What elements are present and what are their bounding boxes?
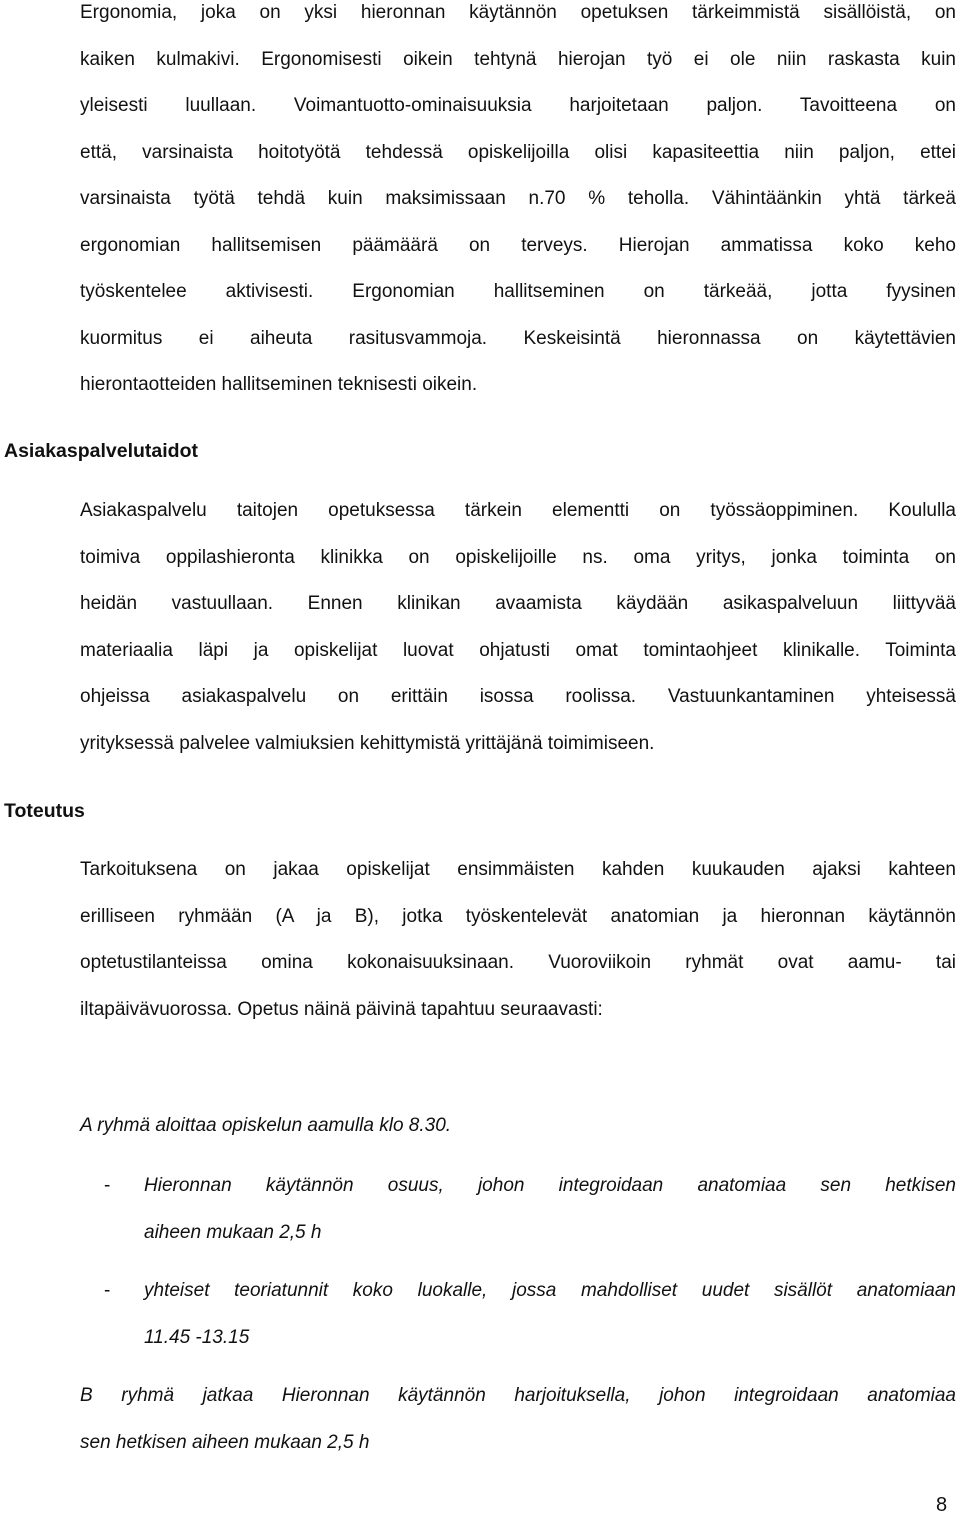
list-dash: - bbox=[104, 1280, 111, 1301]
paragraph-line: iltapäivävuorossa. Opetus näinä päivinä tapahtuu seuraavasti: bbox=[80, 998, 603, 1020]
list-item-text bbox=[144, 1163, 956, 1256]
paragraph-line: että, varsinaista hoitotyötä tehdessä opiskelijoilla olisi kapasiteettia niin paljon, ettei bbox=[80, 141, 956, 163]
list-dash: - bbox=[104, 1175, 111, 1196]
paragraph-line: Tarkoituksena on jakaa opiskelijat ensimmäisten kahden kuukauden ajaksi kahteen bbox=[80, 859, 956, 880]
paragraph-customer-service bbox=[80, 488, 956, 767]
paragraph-line: yleisesti luullaan. Voimantuotto-ominaisuuksia harjoitetaan paljon. Tavoitteena on bbox=[80, 95, 956, 116]
paragraph-line: Ergonomia, joka on yksi hieronnan käytännön opetuksen tärkeimmistä sisällöistä, on bbox=[80, 2, 956, 23]
paragraph-line: varsinaista työtä tehdä kuin maksimissaan n.70 % teholla. Vähintäänkin yhtä tärkeä bbox=[80, 188, 956, 209]
section-heading-implementation: Toteutus bbox=[4, 800, 85, 822]
paragraph-line: sen hetkisen aiheen mukaan 2,5 h bbox=[80, 1431, 370, 1453]
group-b-paragraph bbox=[80, 1373, 956, 1466]
paragraph-line: optetustilanteissa omina kokonaisuuksinaan. Vuoroviikoin ryhmät ovat aamu- tai bbox=[80, 952, 956, 973]
list-item-text bbox=[144, 1268, 956, 1361]
paragraph-line: ergonomian hallitsemisen päämäärä on terveys. Hierojan ammatissa koko keho bbox=[80, 234, 956, 256]
section-heading-customer-service: Asiakaspalvelutaidot bbox=[4, 440, 198, 462]
paragraph-line: materiaalia läpi ja opiskelijat luovat ohjatusti omat tomintaohjeet klinikalle. Toiminta bbox=[80, 639, 956, 661]
paragraph-line: kuormitus ei aiheuta rasitusvammoja. Keskeisintä hieronnassa on käytettävien bbox=[80, 327, 956, 349]
paragraph-line: yrityksessä palvelee valmiuksien kehittymistä yrittäjänä toimimiseen. bbox=[80, 732, 655, 754]
paragraph-implementation bbox=[80, 847, 956, 1033]
list-item-line: yhteiset teoriatunnit koko luokalle, jossa mahdolliset uudet sisällöt anatomiaan bbox=[144, 1280, 956, 1301]
paragraph-line: hierontaotteiden hallitseminen teknisesti oikein. bbox=[80, 374, 478, 395]
paragraph-line: työskentelee aktivisesti. Ergonomian hallitseminen on tärkeää, jotta fyysinen bbox=[80, 281, 956, 302]
list-item-line: 11.45 -13.15 bbox=[144, 1326, 250, 1348]
paragraph-line: heidän vastuullaan. Ennen klinikan avaamista käydään asikaspalveluun liittyvää bbox=[80, 593, 956, 614]
paragraph-line: ohjeissa asiakaspalvelu on erittäin isossa roolissa. Vastuunkantaminen yhteisessä bbox=[80, 686, 956, 707]
paragraph-line: erilliseen ryhmään (A ja B), jotka työskentelevät anatomian ja hieronnan käytännön bbox=[80, 905, 956, 927]
paragraph-line: kaiken kulmakivi. Ergonomisesti oikein tehtynä hierojan työ ei ole niin raskasta kuin bbox=[80, 48, 956, 70]
paragraph-line: B ryhmä jatkaa Hieronnan käytännön harjoituksella, johon integroidaan anatomiaa bbox=[80, 1385, 956, 1406]
list-item-line: Hieronnan käytännön osuus, johon integroidaan anatomiaa sen hetkisen bbox=[144, 1175, 956, 1196]
page-number: 8 bbox=[936, 1494, 948, 1516]
list-item-line: aiheen mukaan 2,5 h bbox=[144, 1221, 322, 1243]
group-a-intro: A ryhmä aloittaa opiskelun aamulla klo 8.30. bbox=[80, 1115, 452, 1136]
paragraph-line: toimiva oppilashieronta klinikka on opiskelijoille ns. oma yritys, jonka toiminta on bbox=[80, 546, 956, 568]
paragraph-line: Asiakaspalvelu taitojen opetuksessa tärkein elementti on työssäoppiminen. Koululla bbox=[80, 500, 956, 521]
list-item bbox=[80, 1268, 956, 1361]
list-item bbox=[80, 1163, 956, 1256]
paragraph-ergonomics bbox=[80, 0, 956, 409]
